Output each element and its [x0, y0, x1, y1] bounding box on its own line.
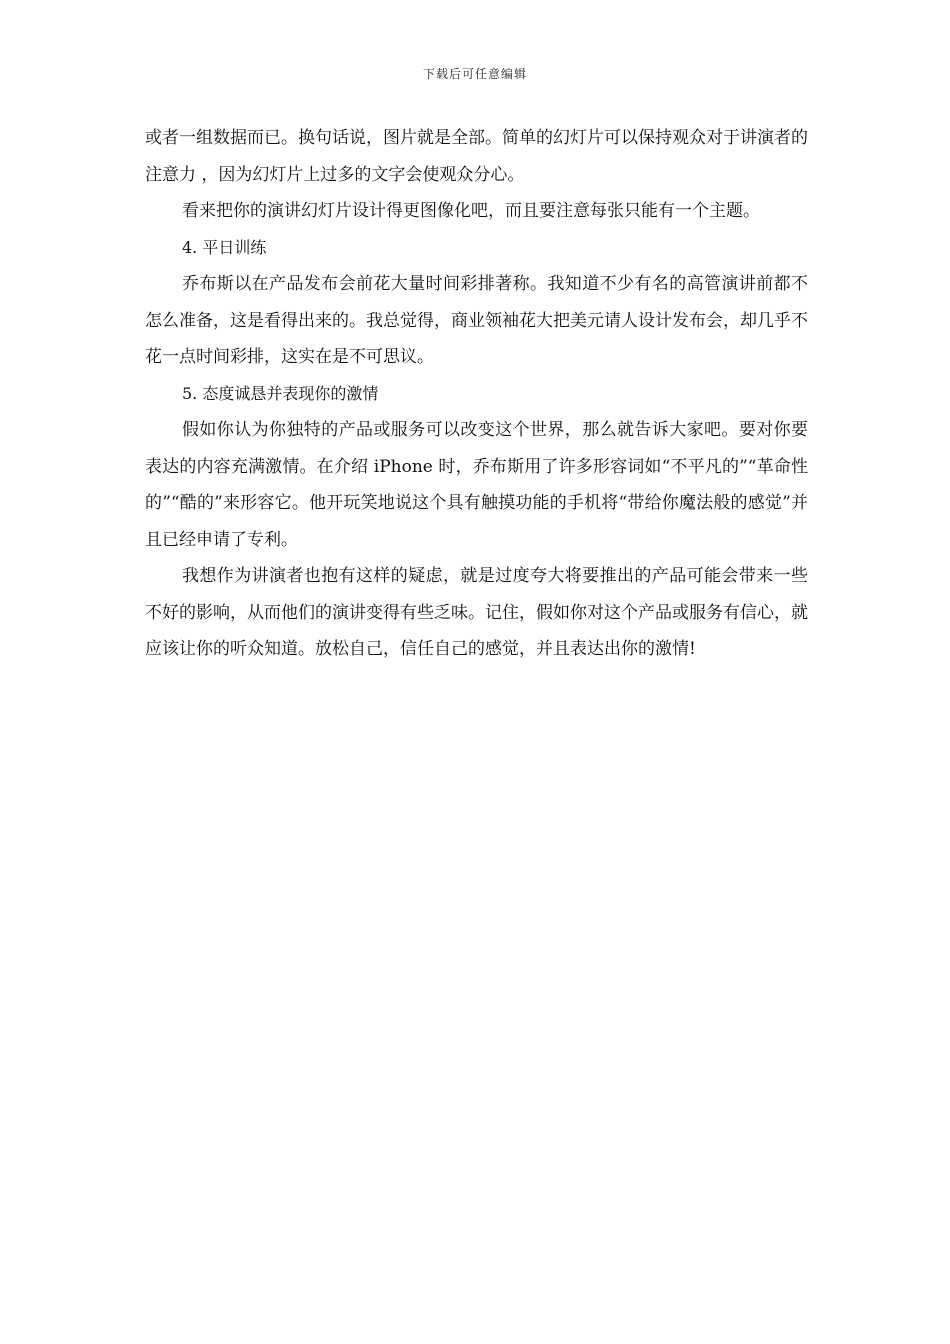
section-heading-5: 5. 态度诚恳并表现你的激情 [182, 383, 379, 403]
paragraph-rehearsal: 乔布斯以在产品发布会前花大量时间彩排著称。我知道不少有名的高管演讲前都不怎么准备，这是看得出来的。我总觉得，商业领袖花大把美元请人设计发布会，却几乎不花一点时间彩排，这实在是不可思议。 [145, 274, 808, 367]
paragraph-slide-design: 看来把你的演讲幻灯片设计得更图像化吧，而且要注意每张只能有一个主题。 [182, 201, 760, 221]
paragraph-continuation: 或者一组数据而已。换句话说，图片就是全部。简单的幻灯片可以保持观众对于讲演者的 注意力 ，因为幻灯片上过多的文字会使观众分心。 [145, 128, 808, 185]
section-heading-4: 4. 平日训练 [182, 237, 267, 257]
paragraph-passion: 假如你认为你独特的产品或服务可以改变这个世界，那么就告诉大家吧。要对你要表达的内容充满激情。在介绍 iPhone 时，乔布斯用了许多形容词如“不平凡的”“革命性的”“酷的”来形容它。他开玩笑地说这个具有触摸功能的手机将“带给你魔法般的感觉”并且已经申请了专利。 [145, 420, 808, 550]
document-body [145, 120, 808, 668]
page-header: 下载后可任意编辑 [422, 67, 527, 81]
paragraph-confidence: 我想作为讲演者也抱有这样的疑虑，就是过度夸大将要推出的产品可能会带来一些不好的影响，从而他们的演讲变得有些乏味。记住，假如你对这个产品或服务有信心，就应该让你的听众知道。放松自己，信任自己的感觉，并且表达出你的激情! [145, 566, 808, 659]
